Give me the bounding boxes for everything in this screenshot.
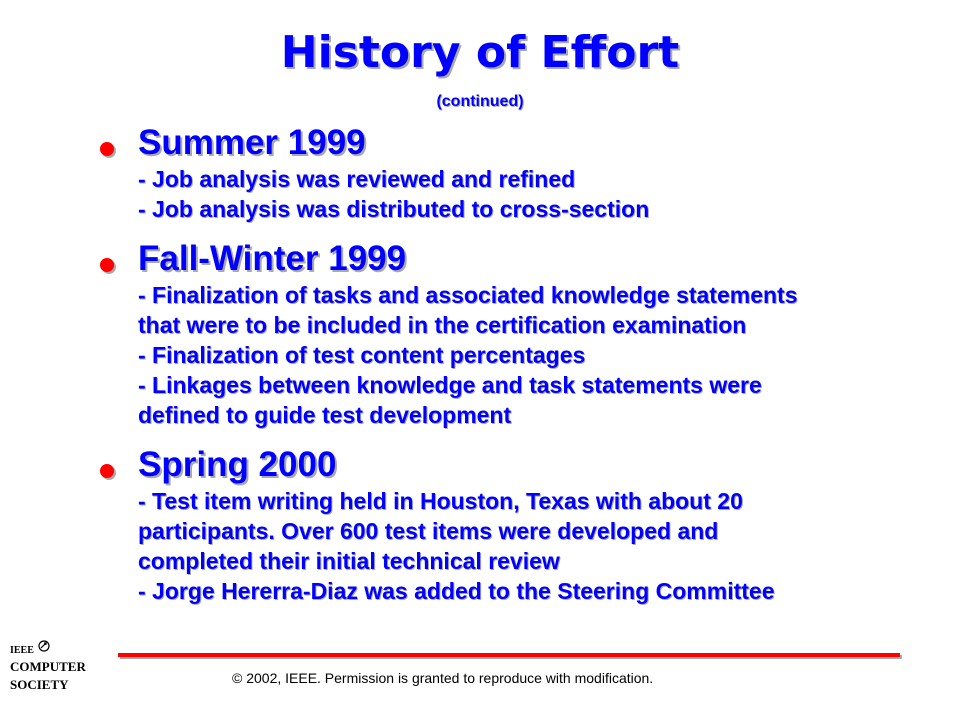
slide-title: History of Effort <box>280 27 680 78</box>
bullet-heading: Summer 1999 <box>138 123 366 162</box>
bullet-heading: Spring 2000 <box>138 445 337 484</box>
bullet-list <box>100 122 900 620</box>
bullet-line: - Job analysis was distributed to cross-section <box>138 196 650 222</box>
bullet-item-spring-2000 <box>100 444 900 606</box>
bullet-line: - Finalization of tasks and associated knowledge statements <box>138 282 798 308</box>
bullet-line: completed their initial technical review <box>138 548 560 574</box>
footer-copyright: © 2002, IEEE. Permission is granted to reproduce with modification. <box>232 670 654 686</box>
bullet-dot-icon <box>100 464 114 478</box>
ieee-computer-society-logo <box>10 640 86 694</box>
logo-society-text: SOCIETY <box>10 677 69 692</box>
bullet-line: that were to be included in the certification examination <box>138 312 747 338</box>
bullet-item-summer-1999 <box>100 122 900 224</box>
bullet-line: - Finalization of test content percentages <box>138 342 586 368</box>
bullet-line: participants. Over 600 test items were developed and <box>138 518 719 544</box>
bullet-line: defined to guide test development <box>138 402 512 428</box>
logo-ieee-text: IEEE <box>10 645 34 656</box>
bullet-dot-icon <box>100 142 114 156</box>
bullet-line: - Linkages between knowledge and task statements were <box>138 372 762 398</box>
slide-subtitle: (continued) <box>436 93 524 110</box>
bullet-dot-icon <box>100 258 114 272</box>
bullet-heading: Fall-Winter 1999 <box>138 239 407 278</box>
bullet-item-fall-winter-1999 <box>100 238 900 430</box>
bullet-line: - Job analysis was reviewed and refined <box>138 166 576 192</box>
bullet-line: - Test item writing held in Houston, Texas with about 20 <box>138 488 743 514</box>
bullet-line: - Jorge Hererra-Diaz was added to the Steering Committee <box>138 578 775 604</box>
computer-society-emblem-icon <box>38 640 50 652</box>
logo-computer-text: COMPUTER <box>10 659 86 674</box>
footer-divider <box>118 653 900 657</box>
